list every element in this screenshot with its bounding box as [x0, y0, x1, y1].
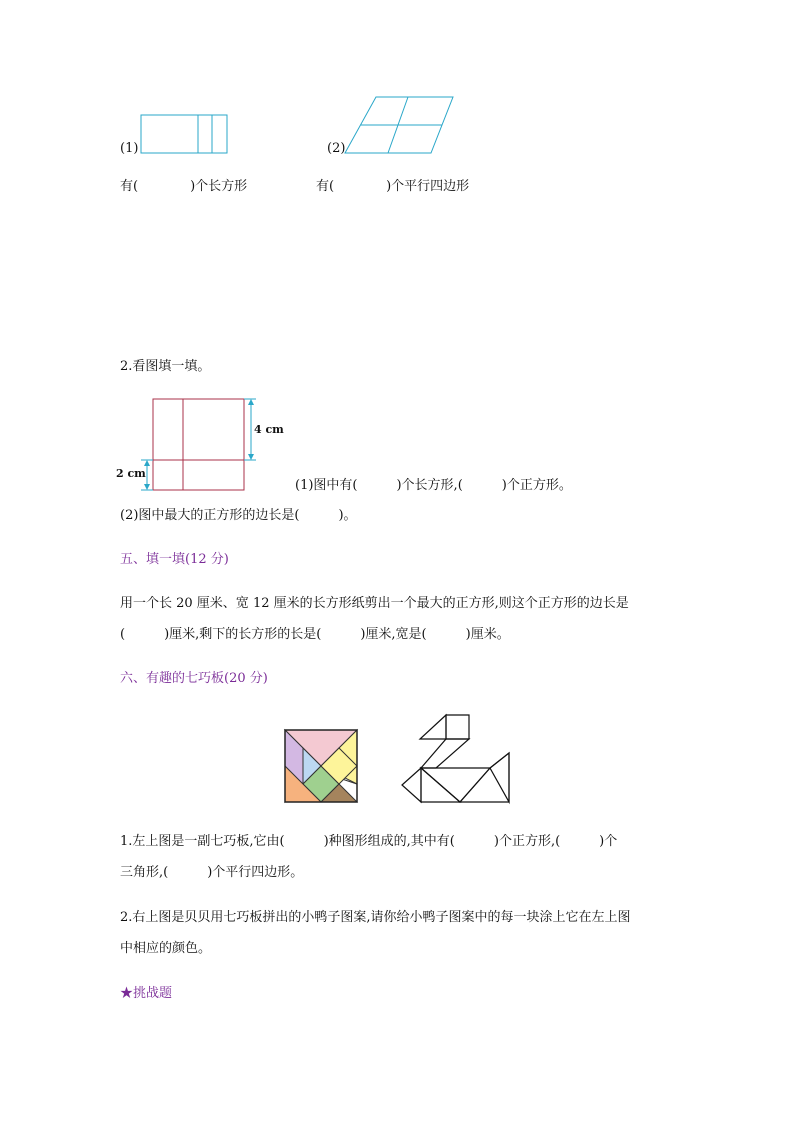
figure-1-label: (1) — [120, 141, 139, 156]
section5-text-line1: 用一个长 20 厘米、宽 12 厘米的长方形纸剪出一个最大的正方形,则这个正方形的边长是 — [120, 596, 629, 611]
section6-heading: 六、有趣的七巧板(20 分) — [120, 671, 268, 686]
answer-rectangles: 有( )个长方形 — [120, 179, 248, 194]
section6-q1-line2: 三角形,( )个平行四边形。 — [120, 865, 304, 880]
q2-line2: (2)图中最大的正方形的边长是( )。 — [120, 508, 357, 523]
dimension-4cm: 4 cm — [254, 423, 284, 436]
figure-2-label: (2) — [327, 141, 346, 156]
q2-title: 2.看图填一填。 — [120, 359, 211, 374]
dimension-2cm: 2 cm — [116, 467, 146, 480]
section5-heading: 五、填一填(12 分) — [120, 552, 229, 567]
answer-parallelograms: 有( )个平行四边形 — [316, 179, 470, 194]
q2-line1: (1)图中有( )个长方形,( )个正方形。 — [295, 478, 572, 493]
section6-q2-line1: 2.右上图是贝贝用七巧板拼出的小鸭子图案,请你给小鸭子图案中的每一块涂上它在左上图 — [120, 910, 631, 925]
challenge-label: ★挑战题 — [120, 986, 173, 1001]
section6-q2-line2: 中相应的颜色。 — [120, 941, 212, 956]
section5-text-line2: ( )厘米,剩下的长方形的长是( )厘米,宽是( )厘米。 — [120, 627, 510, 642]
section6-q1-line1: 1.左上图是一副七巧板,它由( )种图形组成的,其中有( )个正方形,( )个 — [120, 834, 618, 849]
